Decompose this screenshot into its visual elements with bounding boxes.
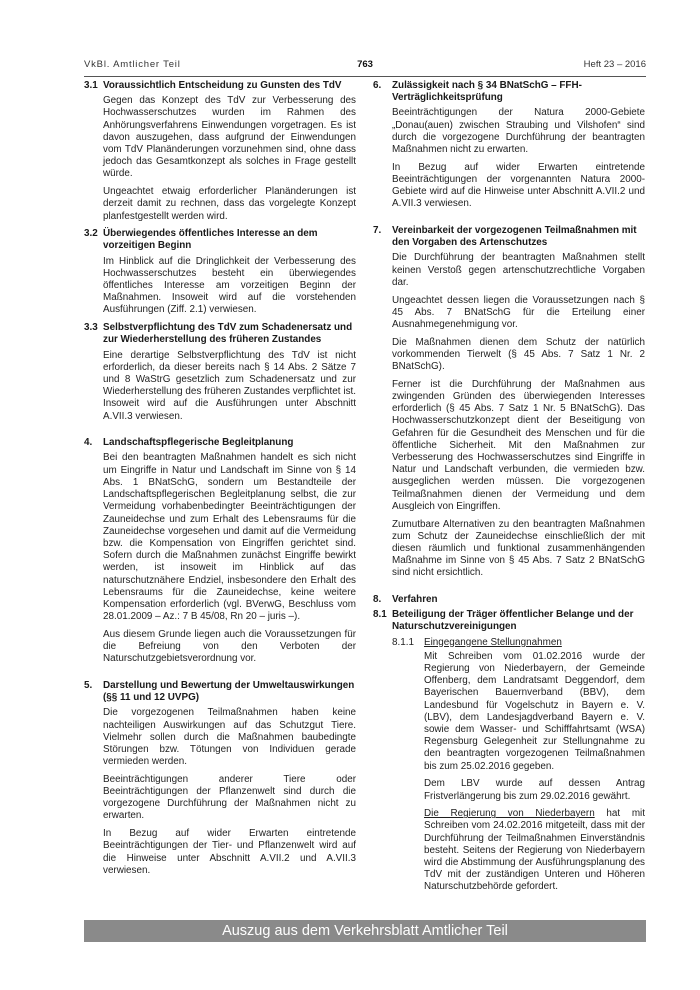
section-heading-4: 4. Landschaftspflegerische Begleitplanung: [84, 437, 294, 449]
paragraph: Ungeachtet etwaig erforderlicher Planänderungen ist derzeit damit zu rechnen, dass das vorgelegte Konzept planfestgestellt werden wird.: [103, 186, 356, 222]
paragraph: Aus diesem Grunde liegen auch die Voraussetzungen für die Befreiung von den Verboten der Naturschutzgebietsverordnung vor.: [103, 628, 356, 665]
paragraph: Zumutbare Alternativen zu den beantragten Maßnahmen zum Schutz der Zauneidechse einschließlich der mit diesen räumlich und funktional zusammenhängenden Maßnahme im Sinne von § 45 Abs. 7 Satz 2 BNatSchG sind nicht ersichtlich.: [392, 518, 645, 579]
paragraph: Die vorgezogenen Teilmaßnahmen haben keine nachteiligen Auswirkungen auf das Schutzgut Tiere. Vielmehr sollen durch die Maßnahmen baubedingte Störungen bzw. Tötungen von Individuen gerade vermieden werden.: [103, 707, 356, 768]
paragraph: Mit Schreiben vom 01.02.2016 wurde der Regierung von Niederbayern, der Gemeinde Offenberg, dem Landratsamt Deggendorf, dem Bayerischen Bauernverband (BBV), dem Landesbund für Vogelschutz in Bayern e. V. (LBV), dem Landesjagdverband Bayern e. V. sowie dem Wasser- und Schifffahrtsamt (WSA) Regensburg Gelegenheit zur Stellungnahme zu den beantragten vorgezogenen Teilmaßnahmen bis zum 25.02.2016 gegeben.: [424, 650, 645, 772]
page-number: 763: [357, 59, 373, 70]
paragraph: Die Maßnahmen dienen dem Schutz der natürlich vorkommenden Tierwelt (§ 45 Abs. 7 Satz 1 Nr. 2 BNatSchG).: [392, 336, 645, 373]
section-heading-8-1: 8.1 Beteiligung der Träger öffentlicher Belange und der Naturschutzvereinigungen: [373, 609, 634, 633]
paragraph: Die Durchführung der beantragten Maßnahmen stellt keinen Verstoß gegen artenschutzrechtliche Vorgaben dar.: [392, 252, 645, 288]
section-heading-8: 8. Verfahren: [373, 594, 438, 606]
paragraph: Beeinträchtigungen der Natura 2000-Gebiete „Donau(auen) zwischen Straubing und Vilshofen“ sind durch die vorgezogene Durchführung der beantragten Maßnahmen nicht zu erwarten.: [392, 107, 645, 156]
left-column: [84, 80, 356, 882]
paragraph: In Bezug auf wider Erwarten eintretende Beeinträchtigungen der vorgenannten Natura 2000-Gebiete wird auf die Hinweise unter Abschnitt A.VII.2 und A.VII.3 verwiesen.: [392, 161, 645, 210]
issue-number: Heft 23 – 2016: [583, 59, 646, 70]
section-heading-3-3: 3.3 Selbstverpflichtung des TdV zum Schadenersatz und zur Wiederherstellung des früheren Zustandes: [84, 322, 353, 346]
subsection-heading-8-1-1: 8.1.1 Eingegangene Stellungnahmen: [392, 636, 562, 648]
paragraph: Ferner ist die Durchführung der Maßnahmen aus zwingenden Gründen des überwiegenden Interesses erforderlich (§ 45 Abs. 7 Satz 1 Nr. 5 BNatSchG). Das Hochwasserschutzkonzept dient der Beseitigung von Gefahren für die Gesundheit des Menschen und für die öffentliche Sicherheit. Mit den Maßnahmen zur Verbesserung des Hochwasserschutzes sind Eingriffe in Natur und Landschaft verbunden, die vermieden bzw. ausgeglichen werden müssen. Die vorgezogenen Teilmaßnahmen dienen der Vermeidung und dem Ausgleich von Eingriffen.: [392, 378, 645, 512]
section-heading-3-1: 3.1 Voraussichtlich Entscheidung zu Gunsten des TdV: [84, 80, 342, 91]
section-heading-3-2: 3.2 Überwiegendes öffentliches Interesse an dem vorzeitigen Beginn: [84, 228, 318, 252]
section-heading-7: 7. Vereinbarkeit der vorgezogenen Teilmaßnahmen mit den Vorgaben des Artenschutzes: [373, 225, 637, 249]
paragraph: Bei den beantragten Maßnahmen handelt es sich nicht um Eingriffe in Natur und Landschaft im Sinne von § 14 Abs. 1 BNatSchG, sondern um Bestandteile der Landschaftspflegerischen Begleitplanung selbst, die zur Vermeidung vorhabenbedingter Beeinträchtigungen der Zauneidechse und zum Erhalt des Lebensraums für die Zauneidechse vorgesehen und damit auf die Vermeidung bzw. die Kompensation von Eingriffen gerichtet sind. Sofern durch die Maßnahmen zunächst Eingriffe bewirkt werden, ist insoweit im Hinblick auf das naturschutznähere Endziel, insbesondere den Erhalt des Lebensraums für die Zauneidechse, keine weitere Kompensation erforderlich (vgl. BVerwG, Beschluss vom 28.01.2009 – Az.: 7 B 45/08, Rn 20 – juris –).: [103, 452, 356, 623]
paragraph: Im Hinblick auf die Dringlichkeit der Verbesserung des Hochwasserschutzes besteht ein überwiegendes öffentliches Interesse am vorzeitigen Beginn der Maßnahmen. Insoweit wird auf die vorstehenden Ausführungen (Ziff. 2.1) verwiesen.: [103, 255, 356, 316]
journal-title: VkBl. Amtlicher Teil: [84, 59, 181, 70]
right-column: [373, 80, 645, 899]
footer-banner: Auszug aus dem Verkehrsblatt Amtlicher Teil: [84, 920, 646, 942]
paragraph: Gegen das Konzept des TdV zur Verbesserung des Hochwasserschutzes wurden im Rahmen des Anhörungsverfahrens Einwendungen vorgetragen. Es ist davon auszugehen, dass aufgrund der Einwendungen vom TdV Planänderungen vorzunehmen sind, ohne dass jedoch das Gesamtkonzept als solches in Frage gestellt würde.: [103, 95, 356, 180]
underlined-authority: Die Regierung von Niederbayern: [424, 808, 595, 820]
page-header: [84, 59, 646, 73]
header-rule: [84, 76, 646, 77]
section-heading-6: 6. Zulässigkeit nach § 34 BNatSchG – FFH-Verträglichkeitsprüfung: [373, 80, 582, 104]
paragraph: Eine derartige Selbstverpflichtung des TdV ist nicht erforderlich, da dieser bereits nach § 14 Abs. 2 Sätze 7 und 8 WaStrG gesetzlich zum Schadenersatz und zur Wiederherstellung des früheren Zustandes verpflichtet ist. Insoweit wird auf die Ausführungen unter Abschnitt A.VII.3 verwiesen.: [103, 349, 356, 422]
paragraph: Ungeachtet dessen liegen die Voraussetzungen nach § 45 Abs. 7 BNatSchG für die Erteilung einer Ausnahmegenehmigung vor.: [392, 294, 645, 330]
paragraph: Dem LBV wurde auf dessen Antrag Fristverlängerung bis zum 29.02.2016 gewährt.: [424, 778, 645, 802]
paragraph: Die Regierung von Niederbayern hat mit Schreiben vom 24.02.2016 mitgeteilt, dass mit der Durchführung der Teilmaßnahmen Einverständnis besteht. Seitens der Regierung von Niederbayern wird die Abstimmung der Ausführungsplanung des TdV mit der zuständigen Unteren und Höheren Naturschutzbehörde gefordert.: [424, 808, 645, 893]
paragraph: Beeinträchtigungen anderer Tiere oder Beeinträchtigungen der Pflanzenwelt sind durch die vorgezogene Durchführung der Maßnahmen nicht zu erwarten.: [103, 773, 356, 822]
paragraph: In Bezug auf wider Erwarten eintretende Beeinträchtigungen der Tier- und Pflanzenwelt wird auf die Hinweise unter Abschnitt A.VII.2 und A.VII.3 verwiesen.: [103, 828, 356, 876]
section-heading-5: 5. Darstellung und Bewertung der Umweltauswirkungen (§§ 11 und 12 UVPG): [84, 679, 355, 704]
